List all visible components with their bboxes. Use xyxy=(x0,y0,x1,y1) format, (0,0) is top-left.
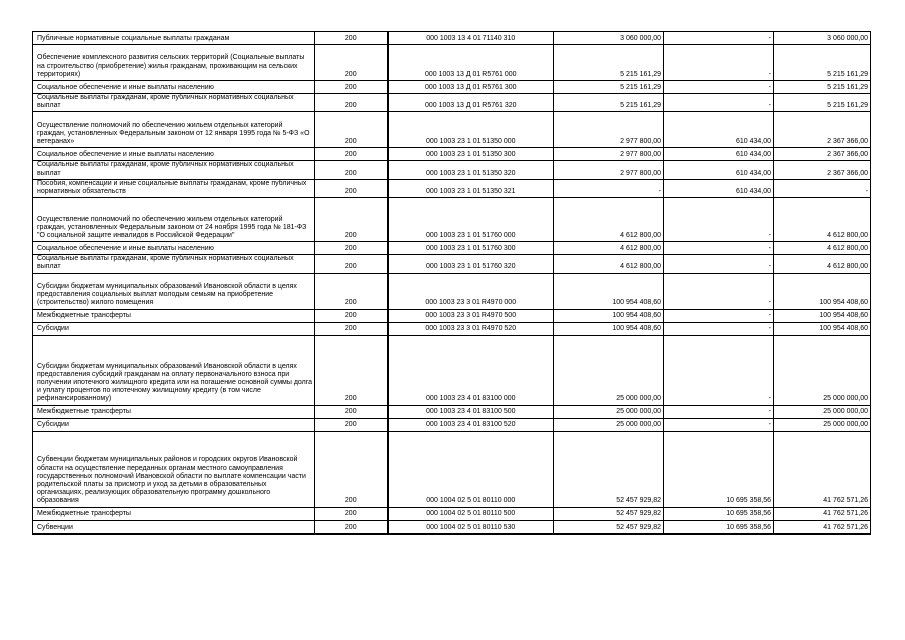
approved-amount-cell: 52 457 929,82 xyxy=(554,507,664,520)
approved-amount-cell: 5 215 161,29 xyxy=(554,45,664,81)
remaining-amount-cell: 5 215 161,29 xyxy=(774,81,871,94)
line-code-cell: 200 xyxy=(315,273,388,309)
approved-amount-cell: 2 977 800,00 xyxy=(554,161,664,179)
approved-amount-cell: 4 612 800,00 xyxy=(554,255,664,273)
approved-amount-cell: 100 954 408,60 xyxy=(554,322,664,335)
line-code-cell: 200 xyxy=(315,507,388,520)
expense-name-cell: Межбюджетные трансферты xyxy=(33,405,315,418)
budget-classification-code-cell: 000 1003 23 3 01 R4970 500 xyxy=(388,309,554,322)
remaining-amount-cell: 2 367 366,00 xyxy=(774,148,871,161)
approved-amount-cell: 4 612 800,00 xyxy=(554,242,664,255)
remaining-amount-cell: 100 954 408,60 xyxy=(774,309,871,322)
budget-classification-code-cell: 000 1003 23 1 01 51760 000 xyxy=(388,198,554,242)
table-row xyxy=(33,81,871,94)
remaining-amount-cell: 2 367 366,00 xyxy=(774,161,871,179)
table-row xyxy=(33,94,871,112)
remaining-amount-cell: 5 215 161,29 xyxy=(774,94,871,112)
executed-amount-cell: - xyxy=(664,45,774,81)
expense-name-cell: Осуществление полномочий по обеспечению жильем отдельных категорий граждан, установленных Федеральным законом от 24 ноября 1995 года № 181-ФЗ "О социальной защите инвалидов в Российской Федерации" xyxy=(33,198,315,242)
line-code-cell: 200 xyxy=(315,405,388,418)
line-code-cell: 200 xyxy=(315,198,388,242)
budget-classification-code-cell: 000 1003 23 4 01 83100 520 xyxy=(388,418,554,431)
table-row xyxy=(33,148,871,161)
executed-amount-cell: 10 695 358,56 xyxy=(664,507,774,520)
budget-classification-code-cell: 000 1004 02 5 01 80110 000 xyxy=(388,431,554,507)
approved-amount-cell: - xyxy=(554,179,664,197)
executed-amount-cell: - xyxy=(664,335,774,405)
expense-name-cell: Обеспечение комплексного развития сельских территорий (Социальные выплаты на строительство (приобретение) жилья гражданам, проживающим на сельских территориях) xyxy=(33,45,315,81)
approved-amount-cell: 25 000 000,00 xyxy=(554,418,664,431)
expense-name-cell: Социальное обеспечение и иные выплаты населению xyxy=(33,148,315,161)
expense-name-cell: Межбюджетные трансферты xyxy=(33,507,315,520)
budget-classification-code-cell: 000 1003 23 1 01 51350 321 xyxy=(388,179,554,197)
expense-name-cell: Субвенции бюджетам муниципальных районов и городских округов Ивановской области на осуществление переданных органам местного самоуправления государственных полномочий Ивановской области по выплате компенсации части родительской платы за присмотр и уход за детьми в образовательных организациях, реализующих образовательную программу дошкольного образования xyxy=(33,431,315,507)
executed-amount-cell: - xyxy=(664,94,774,112)
approved-amount-cell: 52 457 929,82 xyxy=(554,520,664,534)
budget-classification-code-cell: 000 1003 23 1 01 51350 300 xyxy=(388,148,554,161)
remaining-amount-cell: 41 762 571,26 xyxy=(774,520,871,534)
executed-amount-cell: 610 434,00 xyxy=(664,148,774,161)
approved-amount-cell: 2 977 800,00 xyxy=(554,148,664,161)
expense-name-cell: Социальные выплаты гражданам, кроме публичных нормативных социальных выплат xyxy=(33,161,315,179)
line-code-cell: 200 xyxy=(315,81,388,94)
table-row xyxy=(33,255,871,273)
budget-classification-code-cell: 000 1003 23 1 01 51760 320 xyxy=(388,255,554,273)
line-code-cell: 200 xyxy=(315,179,388,197)
table-row xyxy=(33,335,871,405)
table-row xyxy=(33,431,871,507)
executed-amount-cell: - xyxy=(664,32,774,45)
remaining-amount-cell: - xyxy=(774,179,871,197)
executed-amount-cell: 610 434,00 xyxy=(664,112,774,148)
remaining-amount-cell: 5 215 161,29 xyxy=(774,45,871,81)
budget-classification-code-cell: 000 1003 23 1 01 51350 000 xyxy=(388,112,554,148)
budget-execution-table xyxy=(32,31,871,535)
budget-classification-code-cell: 000 1004 02 5 01 80110 500 xyxy=(388,507,554,520)
table-row xyxy=(33,179,871,197)
line-code-cell: 200 xyxy=(315,112,388,148)
approved-amount-cell: 52 457 929,82 xyxy=(554,431,664,507)
remaining-amount-cell: 25 000 000,00 xyxy=(774,335,871,405)
remaining-amount-cell: 25 000 000,00 xyxy=(774,418,871,431)
expense-name-cell: Социальные выплаты гражданам, кроме публичных нормативных социальных выплат xyxy=(33,94,315,112)
table-row xyxy=(33,161,871,179)
approved-amount-cell: 3 060 000,00 xyxy=(554,32,664,45)
line-code-cell: 200 xyxy=(315,322,388,335)
line-code-cell: 200 xyxy=(315,335,388,405)
line-code-cell: 200 xyxy=(315,255,388,273)
executed-amount-cell: 610 434,00 xyxy=(664,179,774,197)
executed-amount-cell: 610 434,00 xyxy=(664,161,774,179)
remaining-amount-cell: 100 954 408,60 xyxy=(774,273,871,309)
table-body xyxy=(33,32,871,535)
expense-name-cell: Субсидии бюджетам муниципальных образований Ивановской области в целях предоставления социальных выплат молодым семьям на приобретение (строительство) жилого помещения xyxy=(33,273,315,309)
line-code-cell: 200 xyxy=(315,148,388,161)
budget-classification-code-cell: 000 1003 23 1 01 51350 320 xyxy=(388,161,554,179)
executed-amount-cell: - xyxy=(664,255,774,273)
remaining-amount-cell: 25 000 000,00 xyxy=(774,405,871,418)
budget-classification-code-cell: 000 1003 23 4 01 83100 000 xyxy=(388,335,554,405)
budget-classification-code-cell: 000 1004 02 5 01 80110 530 xyxy=(388,520,554,534)
executed-amount-cell: - xyxy=(664,198,774,242)
executed-amount-cell: - xyxy=(664,81,774,94)
expense-name-cell: Субвенции xyxy=(33,520,315,534)
budget-classification-code-cell: 000 1003 13 4 01 71140 310 xyxy=(388,32,554,45)
expense-name-cell: Осуществление полномочий по обеспечению жильем отдельных категорий граждан, установленных Федеральным законом от 12 января 1995 года № 5-ФЗ «О ветеранах» xyxy=(33,112,315,148)
expense-name-cell: Субсидии xyxy=(33,418,315,431)
expense-name-cell: Субсидии xyxy=(33,322,315,335)
remaining-amount-cell: 4 612 800,00 xyxy=(774,255,871,273)
table-row xyxy=(33,507,871,520)
budget-classification-code-cell: 000 1003 23 3 01 R4970 520 xyxy=(388,322,554,335)
line-code-cell: 200 xyxy=(315,45,388,81)
executed-amount-cell: - xyxy=(664,309,774,322)
remaining-amount-cell: 41 762 571,26 xyxy=(774,431,871,507)
line-code-cell: 200 xyxy=(315,520,388,534)
approved-amount-cell: 100 954 408,60 xyxy=(554,273,664,309)
remaining-amount-cell: 2 367 366,00 xyxy=(774,112,871,148)
executed-amount-cell: - xyxy=(664,273,774,309)
table-row xyxy=(33,45,871,81)
budget-classification-code-cell: 000 1003 13 Д 01 R5761 320 xyxy=(388,94,554,112)
table-row xyxy=(33,112,871,148)
expense-name-cell: Межбюджетные трансферты xyxy=(33,309,315,322)
executed-amount-cell: - xyxy=(664,418,774,431)
budget-classification-code-cell: 000 1003 23 4 01 83100 500 xyxy=(388,405,554,418)
executed-amount-cell: - xyxy=(664,242,774,255)
expense-name-cell: Субсидии бюджетам муниципальных образований Ивановской области в целях предоставления субсидий гражданам на оплату первоначального взноса при получении ипотечного жилищного кредита или на погашение основной суммы долга и уплату процентов по ипотечному жилищному кредиту (в том числе рефинансированному) xyxy=(33,335,315,405)
budget-classification-code-cell: 000 1003 13 Д 01 R5761 000 xyxy=(388,45,554,81)
approved-amount-cell: 5 215 161,29 xyxy=(554,81,664,94)
approved-amount-cell: 5 215 161,29 xyxy=(554,94,664,112)
table-row xyxy=(33,520,871,534)
executed-amount-cell: - xyxy=(664,322,774,335)
approved-amount-cell: 100 954 408,60 xyxy=(554,309,664,322)
table-row xyxy=(33,198,871,242)
approved-amount-cell: 25 000 000,00 xyxy=(554,405,664,418)
expense-name-cell: Социальное обеспечение и иные выплаты населению xyxy=(33,81,315,94)
approved-amount-cell: 25 000 000,00 xyxy=(554,335,664,405)
expense-name-cell: Социальное обеспечение и иные выплаты населению xyxy=(33,242,315,255)
executed-amount-cell: 10 695 358,56 xyxy=(664,520,774,534)
remaining-amount-cell: 41 762 571,26 xyxy=(774,507,871,520)
table-row xyxy=(33,32,871,45)
expense-name-cell: Публичные нормативные социальные выплаты гражданам xyxy=(33,32,315,45)
remaining-amount-cell: 4 612 800,00 xyxy=(774,242,871,255)
line-code-cell: 200 xyxy=(315,431,388,507)
executed-amount-cell: - xyxy=(664,405,774,418)
table-row xyxy=(33,322,871,335)
approved-amount-cell: 4 612 800,00 xyxy=(554,198,664,242)
line-code-cell: 200 xyxy=(315,94,388,112)
line-code-cell: 200 xyxy=(315,242,388,255)
expense-name-cell: Социальные выплаты гражданам, кроме публичных нормативных социальных выплат xyxy=(33,255,315,273)
budget-classification-code-cell: 000 1003 23 3 01 R4970 000 xyxy=(388,273,554,309)
line-code-cell: 200 xyxy=(315,309,388,322)
table-row xyxy=(33,405,871,418)
table-row xyxy=(33,242,871,255)
executed-amount-cell: 10 695 358,56 xyxy=(664,431,774,507)
expense-name-cell: Пособия, компенсации и иные социальные выплаты гражданам, кроме публичных нормативных обязательств xyxy=(33,179,315,197)
line-code-cell: 200 xyxy=(315,418,388,431)
approved-amount-cell: 2 977 800,00 xyxy=(554,112,664,148)
table-row xyxy=(33,273,871,309)
remaining-amount-cell: 4 612 800,00 xyxy=(774,198,871,242)
line-code-cell: 200 xyxy=(315,161,388,179)
budget-classification-code-cell: 000 1003 13 Д 01 R5761 300 xyxy=(388,81,554,94)
budget-classification-code-cell: 000 1003 23 1 01 51760 300 xyxy=(388,242,554,255)
remaining-amount-cell: 100 954 408,60 xyxy=(774,322,871,335)
table-row xyxy=(33,418,871,431)
line-code-cell: 200 xyxy=(315,32,388,45)
table-row xyxy=(33,309,871,322)
remaining-amount-cell: 3 060 000,00 xyxy=(774,32,871,45)
